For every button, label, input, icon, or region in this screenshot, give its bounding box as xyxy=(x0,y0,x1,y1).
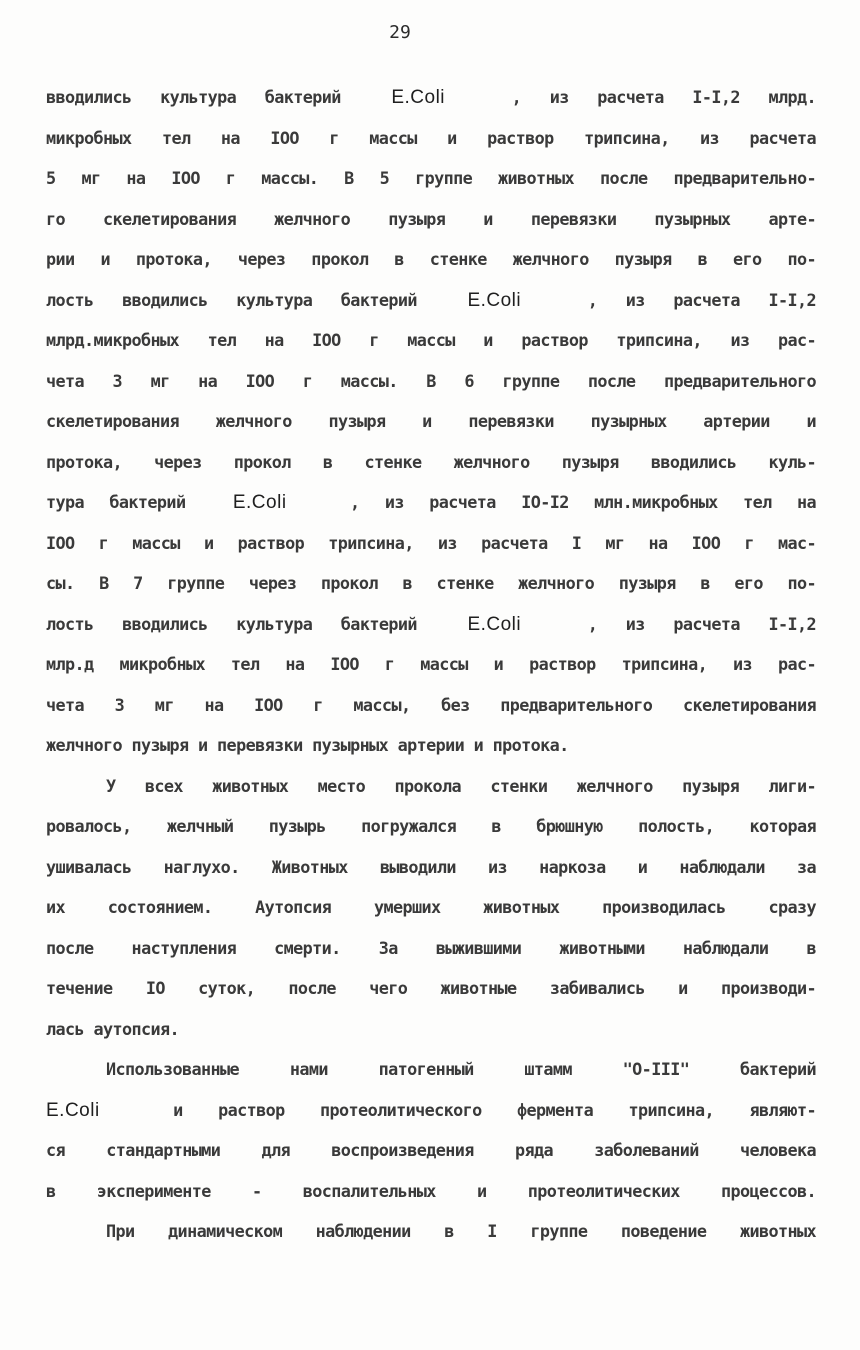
text-line: течение IO суток, после чего животные забивались и производи- xyxy=(46,978,816,998)
text-segment: , из расчета IO-I2 млн.микробных тел на xyxy=(349,492,816,512)
text-line: го скелетирования желчного пузыря и перевязки пузырных арте- xyxy=(46,208,816,229)
text-segment: вводились культура бактерий xyxy=(46,87,341,107)
handwritten-organism-name: E.Coli xyxy=(46,1099,100,1121)
text-segment: , из расчета I-I,2 млрд. xyxy=(511,87,817,107)
text-line xyxy=(46,77,816,118)
text-line: млр.д микробных тел на IOO г массы и раствор трипсина, из рас- xyxy=(46,654,816,674)
text-line: чета 3 мг на IOO г массы, без предварительного скелетирования xyxy=(46,694,816,715)
handwritten-organism-name: E.Coli xyxy=(467,289,522,311)
text-line xyxy=(46,1090,816,1131)
text-line xyxy=(46,280,816,321)
text-line: 5 мг на IOO г массы. В 5 группе животных после предварительно- xyxy=(46,168,816,188)
text-segment: лость вводились культура бактерий xyxy=(46,289,417,310)
text-line: сы. В 7 группе через прокол в стенке желчного пузыря в его по- xyxy=(46,573,816,593)
text-line: ушивалась наглухо. Животных выводили из наркоза и наблюдали за xyxy=(46,856,816,877)
text-line: ровалось, желчный пузырь погружался в брюшную полость, которая xyxy=(46,816,816,836)
handwritten-organism-name: E.Coli xyxy=(391,87,446,108)
text-line: микробных тел на IOO г массы и раствор трипсина, из расчета xyxy=(46,127,816,148)
text-line: протока, через прокол в стенке желчного пузыря вводились куль- xyxy=(46,451,816,472)
text-line: желчного пузыря и перевязки пузырных артерии и протока. xyxy=(46,735,569,755)
text-line: после наступления смерти. За выжившими животными наблюдали в xyxy=(46,937,816,958)
text-line: чета 3 мг на IOO г массы. В 6 группе после предварительного xyxy=(46,370,816,391)
text-segment: тура бактерий xyxy=(46,492,186,512)
text-line: ся стандартными для воспроизведения ряда заболеваний человека xyxy=(46,1140,816,1160)
text-line: их состоянием. Аутопсия умерших животных производилась сразу xyxy=(46,897,816,917)
text-line: При динамическом наблюдении в I группе поведение животных xyxy=(106,1221,816,1241)
text-segment: лость вводились культура бактерий xyxy=(46,613,417,634)
handwritten-organism-name: E.Coli xyxy=(467,613,522,635)
document-body xyxy=(46,77,816,1252)
page-number: 29 xyxy=(389,22,411,43)
text-line: рии и протока, через прокол в стенке желчного пузыря в его по- xyxy=(46,249,816,269)
text-line: Использованные нами патогенный штамм "О-III" бактерий xyxy=(106,1059,816,1079)
text-segment: , из расчета I-I,2 xyxy=(587,289,817,310)
text-line: У всех животных место прокола стенки желчного пузыря лиги- xyxy=(106,775,816,796)
text-line: лась аутопсия. xyxy=(46,1018,180,1039)
text-line: в эксперименте - воспалительных и протеолитических процессов. xyxy=(46,1180,816,1201)
text-line xyxy=(46,604,816,645)
text-segment: и раствор протеолитического фермента трипсина, являют- xyxy=(173,1099,816,1120)
text-line xyxy=(46,482,816,523)
text-line: IOO г массы и раствор трипсина, из расчета I мг на IOO г мас- xyxy=(46,532,816,553)
handwritten-organism-name: E.Coli xyxy=(232,492,287,513)
text-line: млрд.микробных тел на IOO г массы и раствор трипсина, из рас- xyxy=(46,330,816,350)
text-segment: , из расчета I-I,2 xyxy=(587,613,817,634)
text-line: скелетирования желчного пузыря и перевязки пузырных артерии и xyxy=(46,411,816,431)
